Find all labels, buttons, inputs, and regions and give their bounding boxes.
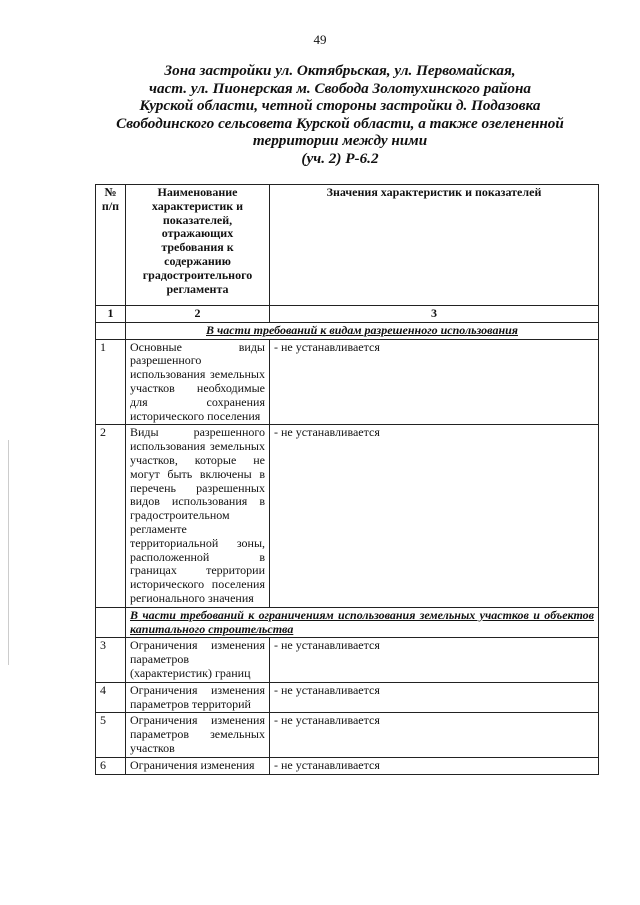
- table-row: [96, 682, 599, 713]
- table-row: [96, 339, 599, 425]
- section-row: [96, 322, 599, 339]
- row-name: Ограничения изменения параметров земельных участков: [126, 713, 270, 757]
- table-row: [96, 713, 599, 757]
- row-name: Ограничения изменения параметров территорий: [126, 682, 270, 713]
- header-value: Значения характеристик и показателей: [270, 185, 599, 306]
- row-num: 2: [96, 425, 126, 607]
- header-num: № п/п: [96, 185, 126, 306]
- table-row: [96, 425, 599, 607]
- scan-margin-line: [8, 440, 9, 665]
- header-name: Наименование характеристик и показателей, отражающих требования к содержанию градостроительного регламента: [126, 185, 270, 306]
- row-value: - не устанавливается: [270, 425, 599, 607]
- section-spacer: [96, 607, 126, 638]
- section-row: [96, 607, 599, 638]
- row-value: - не устанавливается: [270, 638, 599, 682]
- row-name: Основные виды разрешенного использования земельных участков необходимые для сохранения исторического поселения: [126, 339, 270, 425]
- row-num: 3: [96, 638, 126, 682]
- row-name: Виды разрешенного использования земельных участков, которые не могут быть включены в перечень разрешенных видов использования в градостроительном регламенте территориальной зоны, расположенной в границах территории исторического поселения регионального значения: [126, 425, 270, 607]
- table-row: [96, 757, 599, 774]
- column-number: 2: [126, 306, 270, 323]
- regulation-table: [95, 184, 599, 775]
- section-title: В части требований к ограничениям использования земельных участков и объектов капитального строительства: [126, 607, 599, 638]
- column-number-row: [96, 306, 599, 323]
- row-num: 4: [96, 682, 126, 713]
- row-name: Ограничения изменения: [126, 757, 270, 774]
- zone-title: Зона застройки ул. Октябрьская, ул. Первомайская, част. ул. Пионерская м. Свобода Золотухинского района Курской области, четной стороны застройки д. Подазовка Свободинского сельсовета Курской области, а также озелененной территории между ними (уч. 2) Р-6.2: [116, 62, 564, 167]
- row-num: 1: [96, 339, 126, 425]
- row-num: 5: [96, 713, 126, 757]
- column-number: 1: [96, 306, 126, 323]
- row-value: - не устанавливается: [270, 682, 599, 713]
- table-header-row: [96, 185, 599, 306]
- row-name: Ограничения изменения параметров (характеристик) границ: [126, 638, 270, 682]
- row-value: - не устанавливается: [270, 339, 599, 425]
- column-number: 3: [270, 306, 599, 323]
- section-spacer: [96, 322, 126, 339]
- row-num: 6: [96, 757, 126, 774]
- table-row: [96, 638, 599, 682]
- section-title: В части требований к видам разрешенного использования: [126, 322, 599, 339]
- page-number: 49: [313, 32, 327, 47]
- row-value: - не устанавливается: [270, 713, 599, 757]
- row-value: - не устанавливается: [270, 757, 599, 774]
